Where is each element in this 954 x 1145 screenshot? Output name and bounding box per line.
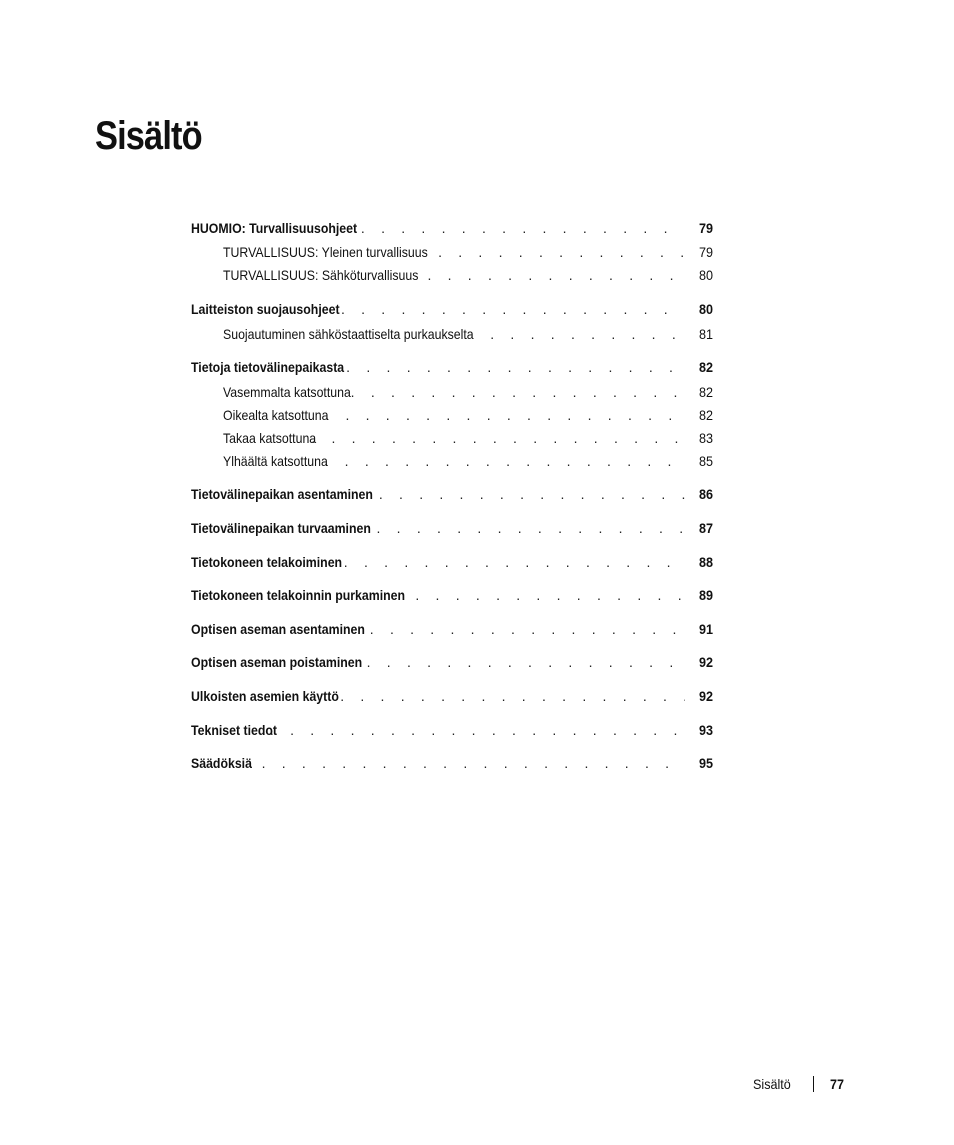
toc-entry-label: Tietokoneen telakoiminen xyxy=(191,554,343,570)
toc-entry[interactable] xyxy=(191,652,713,672)
toc-entry-page: 83 xyxy=(698,430,713,446)
toc-entry-page: 86 xyxy=(698,486,713,502)
toc-entry-page: 82 xyxy=(698,359,713,375)
toc-entry[interactable] xyxy=(191,753,713,773)
dot-leader xyxy=(425,265,685,285)
toc-entry-page: 85 xyxy=(698,453,713,469)
toc-entry-label: Suojautuminen sähköstaattiselta purkaukselta xyxy=(223,326,474,342)
toc-entry-label: Säädöksiä xyxy=(191,755,252,771)
toc-entry-label: TURVALLISUUS: Sähköturvallisuus xyxy=(223,267,419,283)
toc-entry-label: Optisen aseman poistaminen xyxy=(191,654,363,670)
dot-leader xyxy=(436,242,685,262)
toc-entry-label: Tietokoneen telakoinnin purkaminen xyxy=(191,587,406,603)
toc-entry-label: Ylhäältä katsottuna xyxy=(223,453,328,469)
toc-entry-page: 79 xyxy=(698,244,713,260)
toc-entry-page: 79 xyxy=(698,220,713,236)
toc-entry-page: 82 xyxy=(698,407,713,423)
toc-entry-page: 92 xyxy=(698,688,713,704)
dot-leader xyxy=(323,451,686,471)
toc-entry[interactable] xyxy=(191,218,713,238)
toc-entry[interactable] xyxy=(223,265,713,285)
toc-entry-label: Laitteiston suojausohjeet xyxy=(191,301,340,317)
toc-entry-label: TURVALLISUUS: Yleinen turvallisuus xyxy=(223,244,428,260)
toc-entry[interactable] xyxy=(223,382,713,402)
toc-entry-page: 91 xyxy=(698,621,713,637)
toc-entry-page: 93 xyxy=(698,722,713,738)
footer-divider xyxy=(813,1076,814,1092)
toc-entry-label: Tietovälinepaikan turvaaminen xyxy=(191,520,371,536)
toc-entry[interactable] xyxy=(191,720,713,740)
toc-entry-label: Oikealta katsottuna xyxy=(223,407,329,423)
toc-entry-page: 95 xyxy=(698,755,713,771)
toc-entry-page: 89 xyxy=(698,587,713,603)
toc-entry-label: Vasemmalta katsottuna xyxy=(223,384,351,400)
toc-entry-page: 82 xyxy=(698,384,713,400)
toc-entry[interactable] xyxy=(223,242,713,262)
toc-entry-label: Tietovälinepaikan asentaminen xyxy=(191,486,373,502)
toc-entry[interactable] xyxy=(223,428,713,448)
toc-entry-label: Tietoja tietovälinepaikasta xyxy=(191,359,345,375)
dot-leader xyxy=(344,357,685,377)
dot-leader xyxy=(488,324,685,344)
dot-leader xyxy=(359,218,685,238)
toc-entry-label: Ulkoisten asemien käyttö xyxy=(191,688,339,704)
toc-entry[interactable] xyxy=(191,552,713,572)
dot-leader xyxy=(342,552,685,572)
dot-leader xyxy=(323,405,685,425)
toc-entry-label: HUOMIO: Turvallisuusohjeet xyxy=(191,220,358,236)
toc-entry[interactable] xyxy=(191,299,713,319)
toc-entry[interactable] xyxy=(191,686,713,706)
toc-entry[interactable] xyxy=(191,357,713,377)
toc-entry[interactable] xyxy=(223,324,713,344)
dot-leader xyxy=(338,686,685,706)
footer-section-title: Sisältö xyxy=(753,1076,791,1092)
toc-entry-page: 87 xyxy=(698,520,713,536)
footer-page-number: 77 xyxy=(830,1076,845,1092)
dot-leader xyxy=(309,428,685,448)
toc-entry[interactable] xyxy=(191,484,713,504)
dot-leader xyxy=(268,720,685,740)
dot-leader xyxy=(339,299,685,319)
toc-entry-page: 81 xyxy=(698,326,713,342)
toc-entry-label: Takaa katsottuna xyxy=(223,430,317,446)
toc-entry-page: 88 xyxy=(698,554,713,570)
toc-entry-label: Tekniset tiedot xyxy=(191,722,278,738)
dot-leader xyxy=(349,382,685,402)
page-footer xyxy=(753,1076,846,1092)
toc-entry-page: 80 xyxy=(698,301,713,317)
toc-entry-page: 80 xyxy=(698,267,713,283)
toc-entry[interactable] xyxy=(223,405,713,425)
dot-leader xyxy=(239,753,685,773)
dot-leader xyxy=(368,619,685,639)
dot-leader xyxy=(377,484,685,504)
toc-entry[interactable] xyxy=(191,585,713,605)
toc-entry[interactable] xyxy=(191,619,713,639)
toc-entry[interactable] xyxy=(223,451,713,471)
page-title: Sisältö xyxy=(95,114,202,158)
toc-entry-label: Optisen aseman asentaminen xyxy=(191,621,365,637)
toc-entry-page: 92 xyxy=(698,654,713,670)
dot-leader xyxy=(413,585,685,605)
dot-leader xyxy=(375,518,686,538)
dot-leader xyxy=(365,652,685,672)
toc-entry[interactable] xyxy=(191,518,713,538)
